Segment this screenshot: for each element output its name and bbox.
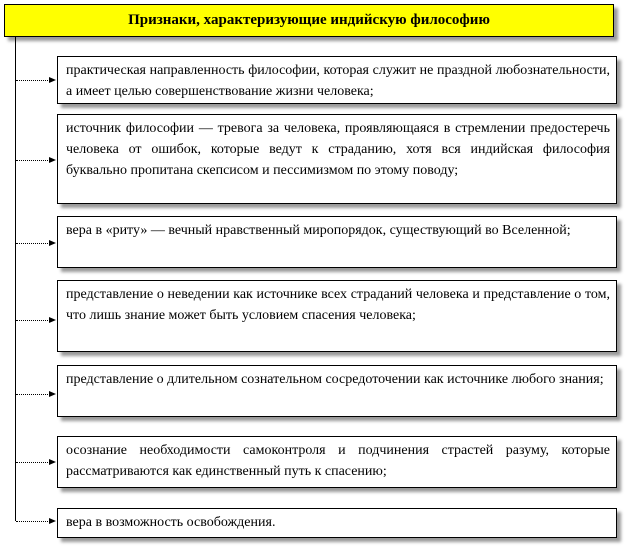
feature-text: представление о длительном сознательном сосредоточении как источнике любого знания; xyxy=(66,372,604,387)
feature-box-2 xyxy=(57,114,617,204)
feature-text: источник философии — тревога за человека, проявляющаяся в стремлении предостеречь человека от ошибок, которые ведут к страданию, хотя вся индийская философия буквально пропитана скепсисом и пессимизмом по этому поводу; xyxy=(66,121,610,178)
feature-text: осознание необходимости самоконтроля и подчинения страстей разуму, которые рассматриваются как единственный путь к спасению; xyxy=(66,443,610,479)
feature-box-1 xyxy=(57,56,617,104)
arrow-icon xyxy=(49,391,56,397)
feature-text: вера в возможность освобождения. xyxy=(66,515,276,530)
feature-box-5 xyxy=(57,365,617,417)
feature-text: практическая направленность философии, которая служит не праздной любознательности, а имеет целью совершенствование жизни человека; xyxy=(66,63,610,99)
connector-line xyxy=(16,462,50,463)
connector-line xyxy=(16,320,50,321)
feature-box-4 xyxy=(57,280,617,352)
feature-box-3 xyxy=(57,216,617,268)
trunk-line xyxy=(15,37,16,521)
connector-line xyxy=(16,160,50,161)
feature-text: вера в «риту» — вечный нравственный миропорядок, существующий во Вселенной; xyxy=(66,223,571,238)
diagram-title-box xyxy=(4,4,614,37)
arrow-icon xyxy=(49,157,56,163)
arrow-icon xyxy=(49,77,56,83)
connector-line xyxy=(16,243,50,244)
connector-line xyxy=(16,521,50,522)
arrow-icon xyxy=(49,317,56,323)
feature-box-7 xyxy=(57,508,617,538)
diagram-title: Признаки, характеризующие индийскую философию xyxy=(128,12,490,28)
connector-line xyxy=(16,80,50,81)
feature-box-6 xyxy=(57,436,617,488)
connector-line xyxy=(16,394,50,395)
arrow-icon xyxy=(49,518,56,524)
feature-text: представление о неведении как источнике всех страданий человека и представление о том, что лишь знание может быть условием спасения человека; xyxy=(66,287,610,323)
arrow-icon xyxy=(49,459,56,465)
arrow-icon xyxy=(49,240,56,246)
